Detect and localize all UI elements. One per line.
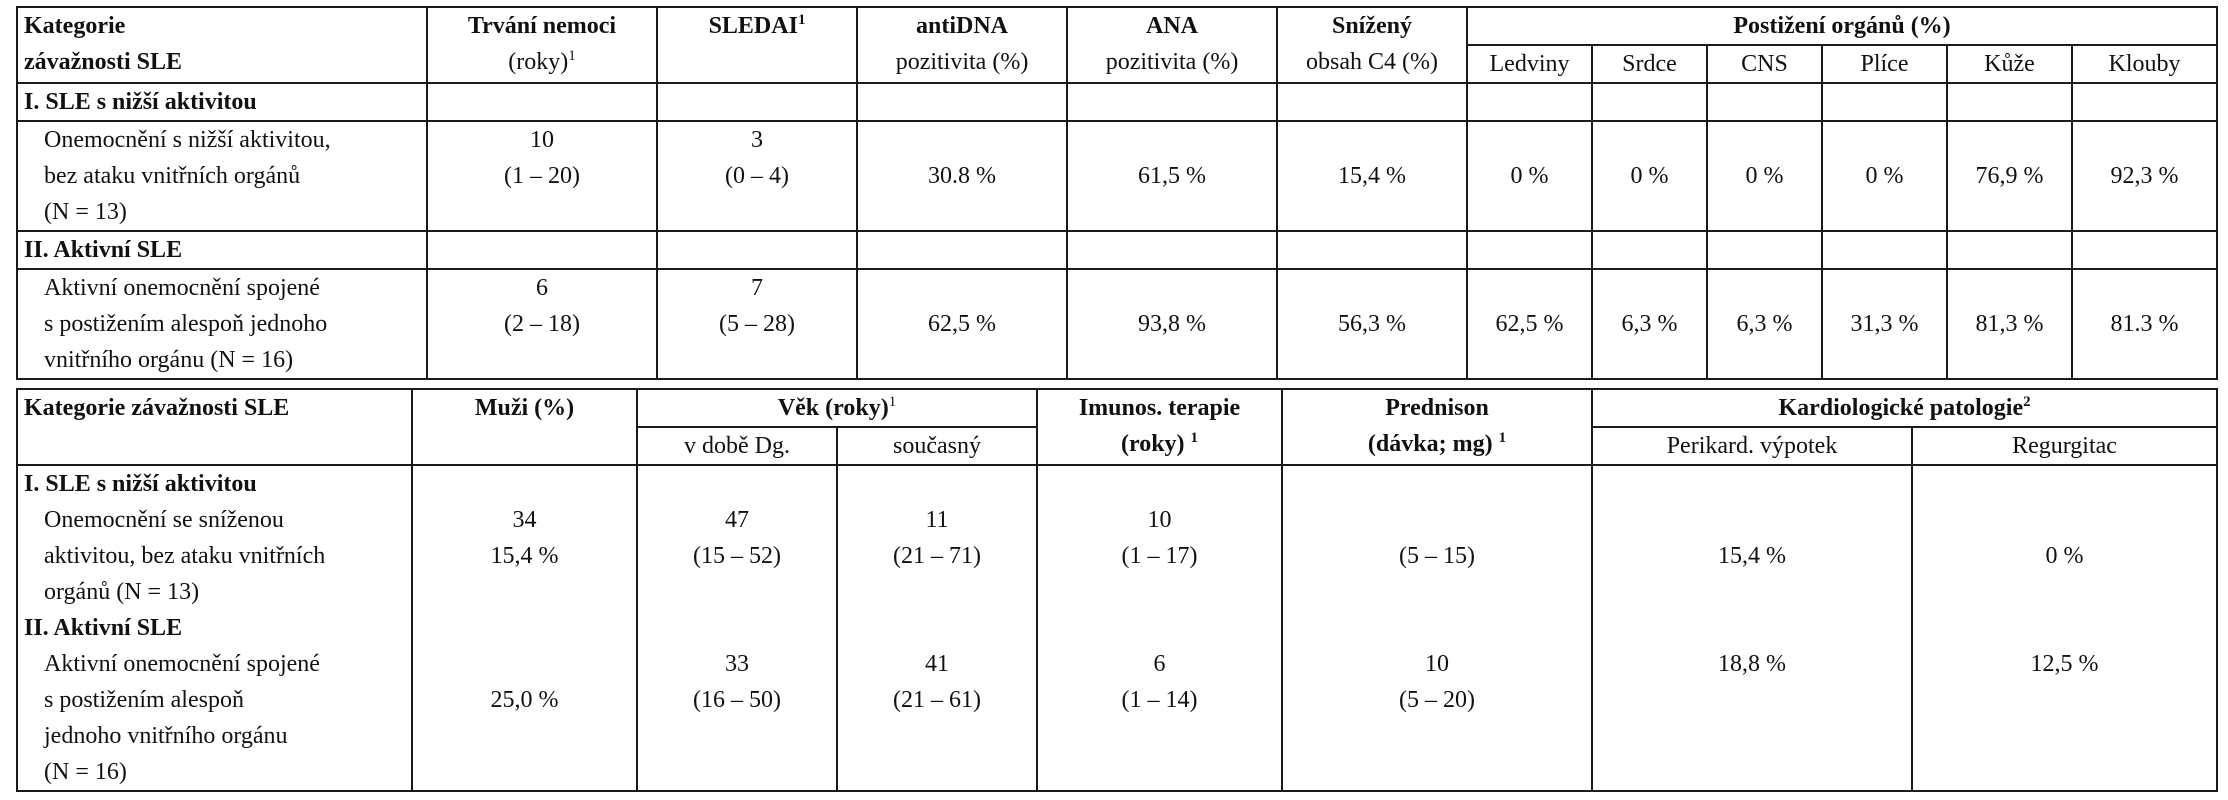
cell-organ: 0 % [1822, 121, 1947, 231]
sle-organ-table [16, 6, 2218, 380]
cell-age-current: 11 (21 – 71) [837, 502, 1037, 610]
cell-pericardial: 18,8 % [1592, 646, 1912, 791]
header-sledai: SLEDAI$^1$ [657, 7, 857, 83]
section-low-activity: I. SLE s nižší aktivitou [17, 83, 427, 121]
header-pericardial-effusion: Perikard. výpotek [1592, 427, 1912, 465]
cell-men: 34 15,4 % [412, 502, 637, 610]
header-organ-joints: Klouby [2072, 45, 2217, 83]
cell-age-current: 41 (21 – 61) [837, 646, 1037, 791]
row-label-low-activity: Onemocnění s nižší aktivitou, bez ataku vnitřních orgánů (N = 13) [17, 121, 427, 231]
header-disease-duration: Trvání nemoci (roky)$^1$ [427, 7, 657, 83]
header-organ-kidneys: Ledviny [1467, 45, 1592, 83]
cell-c4: 56,3 % [1277, 269, 1467, 379]
header-category: Kategorie závažnosti SLE [17, 389, 412, 465]
sle-demographics-table [16, 388, 2218, 792]
header-organ-involvement: Postižení orgánů (%) [1467, 7, 2217, 45]
header-age-at-diagnosis: v době Dg. [637, 427, 837, 465]
header-cardio: Kardiologické patologie$^2$ [1592, 389, 2217, 427]
header-prednisone: Prednison (dávka; mg) $^1$ [1282, 389, 1592, 465]
header-organ-heart: Srdce [1592, 45, 1707, 83]
cell-ana: 61,5 % [1067, 121, 1277, 231]
cell-organ: 0 % [1467, 121, 1592, 231]
cell-regurgitation: 12,5 % [1912, 646, 2217, 791]
cell-sledai: 7 (5 – 28) [657, 269, 857, 379]
header-age: Věk (roky)$^1$ [637, 389, 1037, 427]
cell-organ: 81.3 % [2072, 269, 2217, 379]
cell-ana: 93,8 % [1067, 269, 1277, 379]
header-organ-skin: Kůže [1947, 45, 2072, 83]
section-active: II. Aktivní SLE [17, 610, 412, 646]
cell-antidna: 30.8 % [857, 121, 1067, 231]
section-low-activity: I. SLE s nižší aktivitou [17, 465, 412, 502]
header-organ-lungs: Plíce [1822, 45, 1947, 83]
cell-organ: 31,3 % [1822, 269, 1947, 379]
cell-immunotherapy: 10 (1 – 17) [1037, 502, 1282, 610]
cell-duration: 6 (2 – 18) [427, 269, 657, 379]
cell-organ: 0 % [1707, 121, 1822, 231]
header-category: Kategorie závažnosti SLE [17, 7, 427, 83]
header-antidna: antiDNA pozitivita (%) [857, 7, 1067, 83]
cell-men: 25,0 % [412, 646, 637, 791]
row-label-low-activity: Onemocnění se sníženou aktivitou, bez ataku vnitřních orgánů (N = 13) [17, 502, 412, 610]
header-immunotherapy: Imunos. terapie (roky) $^1$ [1037, 389, 1282, 465]
cell-age-diagnosis: 47 (15 – 52) [637, 502, 837, 610]
cell-organ: 92,3 % [2072, 121, 2217, 231]
cell-organ: 81,3 % [1947, 269, 2072, 379]
cell-organ: 0 % [1592, 121, 1707, 231]
cell-pericardial: 15,4 % [1592, 502, 1912, 610]
cell-organ: 6,3 % [1592, 269, 1707, 379]
cell-organ: 76,9 % [1947, 121, 2072, 231]
header-age-current: současný [837, 427, 1037, 465]
cell-c4: 15,4 % [1277, 121, 1467, 231]
row-label-active: Aktivní onemocnění spojené s postižením alespoň jednoho vnitřního orgánu (N = 16) [17, 269, 427, 379]
cell-antidna: 62,5 % [857, 269, 1067, 379]
header-ana: ANA pozitivita (%) [1067, 7, 1277, 83]
cell-regurgitation: 0 % [1912, 502, 2217, 610]
header-c4: Snížený obsah C4 (%) [1277, 7, 1467, 83]
header-regurgitation: Regurgitac [1912, 427, 2217, 465]
cell-organ: 62,5 % [1467, 269, 1592, 379]
header-organ-cns: CNS [1707, 45, 1822, 83]
cell-prednisone: (5 – 15) [1282, 502, 1592, 610]
cell-organ: 6,3 % [1707, 269, 1822, 379]
row-label-active: Aktivní onemocnění spojené s postižením alespoň jednoho vnitřního orgánu (N = 16) [17, 646, 412, 791]
cell-immunotherapy: 6 (1 – 14) [1037, 646, 1282, 791]
cell-duration: 10 (1 – 20) [427, 121, 657, 231]
cell-age-diagnosis: 33 (16 – 50) [637, 646, 837, 791]
header-men: Muži (%) [412, 389, 637, 465]
section-active: II. Aktivní SLE [17, 231, 427, 269]
cell-sledai: 3 (0 – 4) [657, 121, 857, 231]
cell-prednisone: 10 (5 – 20) [1282, 646, 1592, 791]
